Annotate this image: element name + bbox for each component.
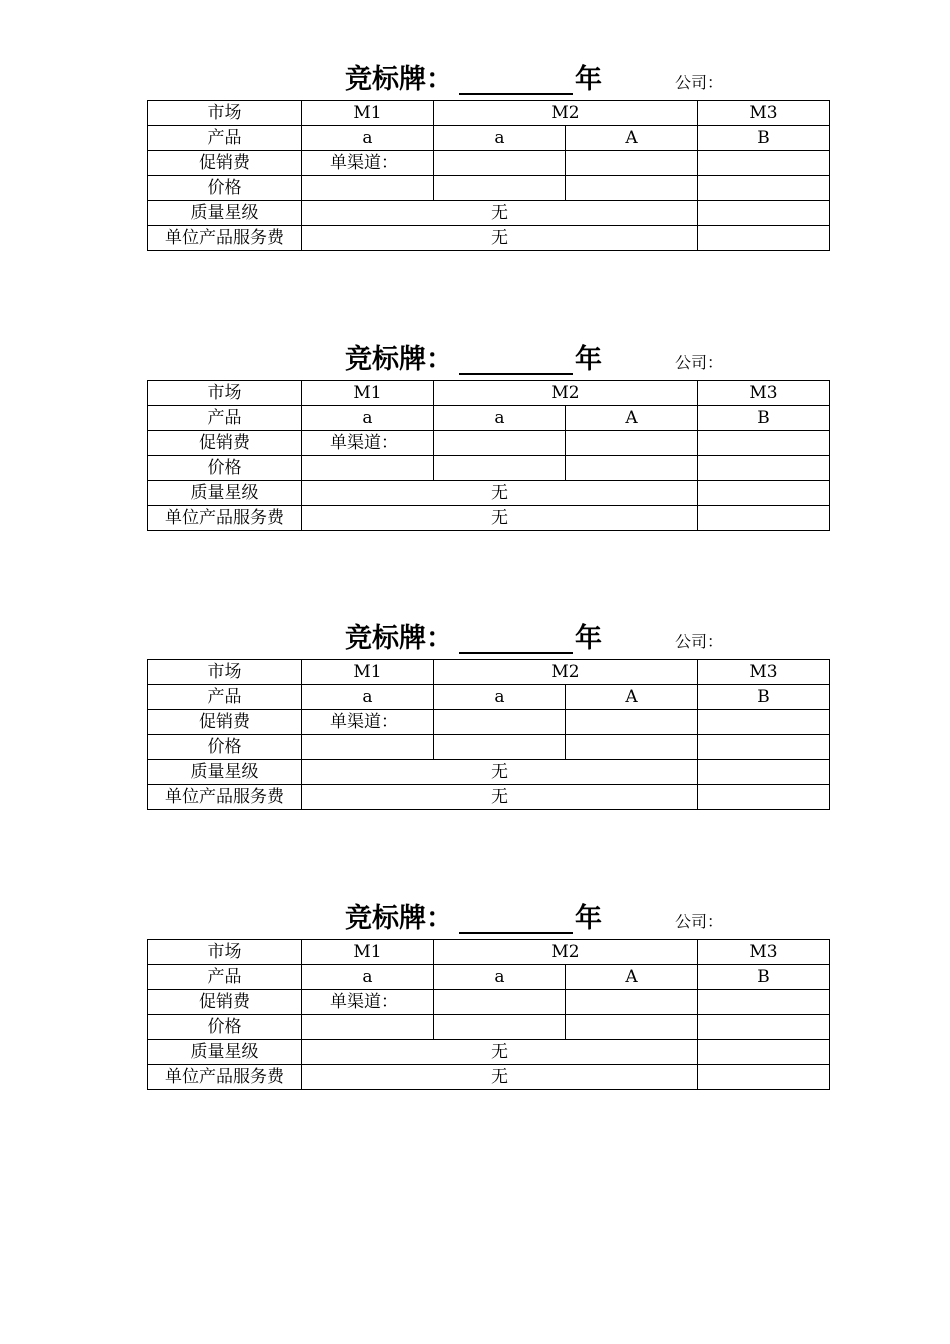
- product-m2-a: a: [434, 965, 566, 990]
- year-unit: 年: [575, 623, 602, 654]
- form-title: 竞标牌：: [345, 903, 453, 934]
- table-row-service: [148, 785, 830, 810]
- market-m3: M3: [698, 660, 830, 685]
- row-label-product: 产品: [148, 126, 302, 151]
- product-m1: a: [302, 685, 434, 710]
- bid-form: [147, 892, 829, 1092]
- table-row-promotion: [148, 151, 830, 176]
- table-row-price: [148, 176, 830, 201]
- year-unit: 年: [575, 903, 602, 934]
- quality-m3: [698, 201, 830, 226]
- price-m2-a: [434, 735, 566, 760]
- price-m2-a: [434, 176, 566, 201]
- market-m1: M1: [302, 101, 434, 126]
- price-m1: [302, 1015, 434, 1040]
- promotion-m2-a: [434, 151, 566, 176]
- year-blank-line: [459, 93, 573, 95]
- product-m3: B: [698, 965, 830, 990]
- row-label-quality: 质量星级: [148, 201, 302, 226]
- price-m1: [302, 176, 434, 201]
- promotion-m2-b: [566, 990, 698, 1015]
- price-m3: [698, 1015, 830, 1040]
- service-m3: [698, 785, 830, 810]
- row-label-promotion: 促销费: [148, 431, 302, 456]
- table-row-market: [148, 381, 830, 406]
- company-label: 公司：: [675, 353, 724, 372]
- bid-form: [147, 333, 829, 533]
- year-blank-line: [459, 373, 573, 375]
- product-m3: B: [698, 126, 830, 151]
- promotion-m3: [698, 431, 830, 456]
- quality-m3: [698, 1040, 830, 1065]
- quality-value: 无: [302, 481, 698, 506]
- service-m3: [698, 226, 830, 251]
- row-label-price: 价格: [148, 1015, 302, 1040]
- product-m2-a: a: [434, 685, 566, 710]
- price-m1: [302, 735, 434, 760]
- product-m2-b: A: [566, 965, 698, 990]
- market-m2: M2: [434, 660, 698, 685]
- row-label-quality: 质量星级: [148, 760, 302, 785]
- product-m2-b: A: [566, 126, 698, 151]
- row-label-price: 价格: [148, 456, 302, 481]
- form-header: [147, 892, 829, 938]
- row-label-service: 单位产品服务费: [148, 785, 302, 810]
- row-label-product: 产品: [148, 965, 302, 990]
- product-m2-b: A: [566, 406, 698, 431]
- price-m1: [302, 456, 434, 481]
- product-m3: B: [698, 685, 830, 710]
- row-label-quality: 质量星级: [148, 1040, 302, 1065]
- price-m2-a: [434, 1015, 566, 1040]
- row-label-market: 市场: [148, 940, 302, 965]
- table-row-market: [148, 101, 830, 126]
- table-row-product: [148, 126, 830, 151]
- price-m2-b: [566, 176, 698, 201]
- product-m2-b: A: [566, 685, 698, 710]
- price-m3: [698, 176, 830, 201]
- bid-table: [147, 659, 830, 810]
- service-m3: [698, 506, 830, 531]
- row-label-price: 价格: [148, 176, 302, 201]
- company-label: 公司：: [675, 912, 724, 931]
- market-m3: M3: [698, 940, 830, 965]
- product-m1: a: [302, 406, 434, 431]
- form-header: [147, 333, 829, 379]
- price-m2-b: [566, 456, 698, 481]
- table-row-quality: [148, 201, 830, 226]
- quality-value: 无: [302, 201, 698, 226]
- row-label-market: 市场: [148, 381, 302, 406]
- table-row-promotion: [148, 710, 830, 735]
- year-blank-line: [459, 932, 573, 934]
- product-m1: a: [302, 965, 434, 990]
- bid-form: [147, 612, 829, 812]
- table-row-product: [148, 406, 830, 431]
- row-label-service: 单位产品服务费: [148, 506, 302, 531]
- table-row-quality: [148, 481, 830, 506]
- promotion-channel: 单渠道：: [302, 990, 434, 1015]
- row-label-promotion: 促销费: [148, 151, 302, 176]
- form-title: 竞标牌：: [345, 64, 453, 95]
- year-unit: 年: [575, 64, 602, 95]
- market-m2: M2: [434, 940, 698, 965]
- quality-m3: [698, 481, 830, 506]
- market-m3: M3: [698, 381, 830, 406]
- row-label-service: 单位产品服务费: [148, 1065, 302, 1090]
- market-m1: M1: [302, 381, 434, 406]
- table-row-price: [148, 456, 830, 481]
- row-label-product: 产品: [148, 406, 302, 431]
- table-row-quality: [148, 760, 830, 785]
- service-value: 无: [302, 1065, 698, 1090]
- quality-value: 无: [302, 760, 698, 785]
- table-row-quality: [148, 1040, 830, 1065]
- row-label-price: 价格: [148, 735, 302, 760]
- market-m2: M2: [434, 101, 698, 126]
- market-m2: M2: [434, 381, 698, 406]
- promotion-m2-b: [566, 710, 698, 735]
- quality-value: 无: [302, 1040, 698, 1065]
- table-row-price: [148, 1015, 830, 1040]
- price-m2-b: [566, 735, 698, 760]
- table-row-price: [148, 735, 830, 760]
- promotion-m2-b: [566, 431, 698, 456]
- table-row-service: [148, 226, 830, 251]
- row-label-quality: 质量星级: [148, 481, 302, 506]
- row-label-service: 单位产品服务费: [148, 226, 302, 251]
- promotion-channel: 单渠道：: [302, 710, 434, 735]
- table-row-promotion: [148, 431, 830, 456]
- price-m3: [698, 735, 830, 760]
- table-row-market: [148, 940, 830, 965]
- form-header: [147, 612, 829, 658]
- product-m3: B: [698, 406, 830, 431]
- promotion-m2-a: [434, 710, 566, 735]
- service-m3: [698, 1065, 830, 1090]
- promotion-channel: 单渠道：: [302, 151, 434, 176]
- table-row-product: [148, 965, 830, 990]
- promotion-m2-a: [434, 431, 566, 456]
- form-title: 竞标牌：: [345, 344, 453, 375]
- form-title: 竞标牌：: [345, 623, 453, 654]
- bid-form: [147, 53, 829, 253]
- table-row-promotion: [148, 990, 830, 1015]
- quality-m3: [698, 760, 830, 785]
- company-label: 公司：: [675, 632, 724, 651]
- product-m2-a: a: [434, 126, 566, 151]
- promotion-m3: [698, 990, 830, 1015]
- year-unit: 年: [575, 344, 602, 375]
- promotion-m2-b: [566, 151, 698, 176]
- market-m1: M1: [302, 660, 434, 685]
- table-row-service: [148, 506, 830, 531]
- row-label-promotion: 促销费: [148, 990, 302, 1015]
- service-value: 无: [302, 506, 698, 531]
- price-m3: [698, 456, 830, 481]
- promotion-m3: [698, 710, 830, 735]
- promotion-channel: 单渠道：: [302, 431, 434, 456]
- company-label: 公司：: [675, 73, 724, 92]
- table-row-market: [148, 660, 830, 685]
- promotion-m2-a: [434, 990, 566, 1015]
- row-label-market: 市场: [148, 660, 302, 685]
- bid-table: [147, 100, 830, 251]
- row-label-product: 产品: [148, 685, 302, 710]
- product-m1: a: [302, 126, 434, 151]
- product-m2-a: a: [434, 406, 566, 431]
- table-row-service: [148, 1065, 830, 1090]
- row-label-market: 市场: [148, 101, 302, 126]
- price-m2-b: [566, 1015, 698, 1040]
- year-blank-line: [459, 652, 573, 654]
- table-row-product: [148, 685, 830, 710]
- price-m2-a: [434, 456, 566, 481]
- row-label-promotion: 促销费: [148, 710, 302, 735]
- market-m1: M1: [302, 940, 434, 965]
- service-value: 无: [302, 785, 698, 810]
- market-m3: M3: [698, 101, 830, 126]
- bid-table: [147, 939, 830, 1090]
- promotion-m3: [698, 151, 830, 176]
- service-value: 无: [302, 226, 698, 251]
- bid-table: [147, 380, 830, 531]
- form-header: [147, 53, 829, 99]
